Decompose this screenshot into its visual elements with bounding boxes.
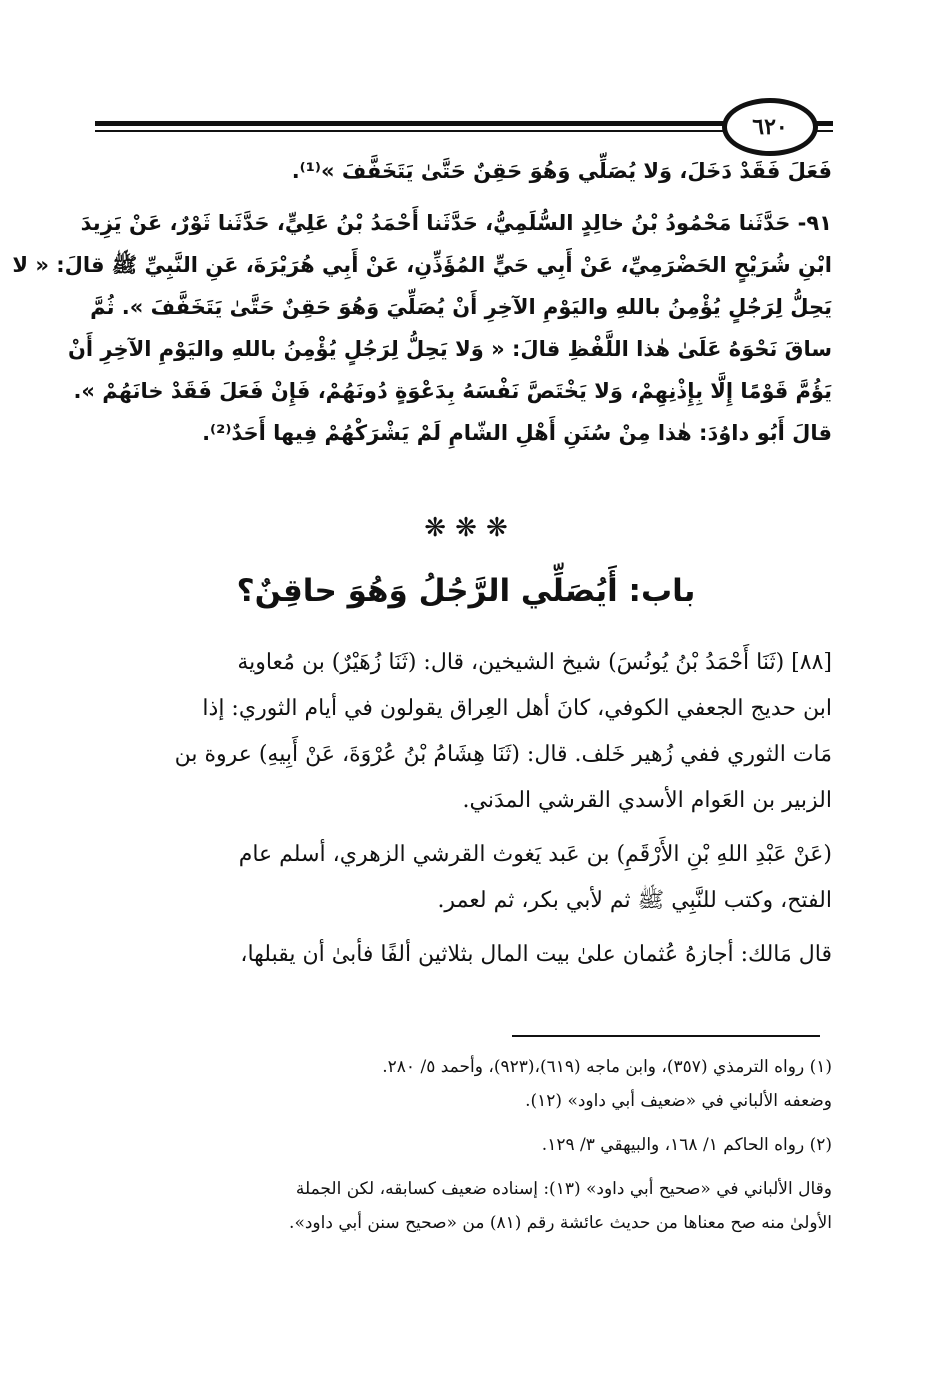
hadith-line: قالَ أَبُو داوُدَ: هٰذا مِنْ سُنَنِ أَهْلِ الشّامِ لَمْ يَشْرَكْهُمْ فِيها أَحَدٌ⁽²⁾.: [202, 421, 832, 445]
footnote-line: وضعفه الألباني في «ضعيف أبي داود» (١٢).: [525, 1091, 832, 1111]
footnote-line: وقال الألباني في «صحيح أبي داود» (١٣): إسناده ضعيف كسابقه، لكن الجملة: [295, 1179, 832, 1199]
hadith-line: يَحِلُّ لِرَجُلٍ يُؤْمِنُ باللهِ واليَوْمِ الآخِرِ أَنْ يُصَلِّيَ وَهُوَ حَقِنٌ حَتَّىٰ يَتَخَفَّفَ ». ثُمَّ: [90, 295, 832, 319]
footnote-gap: [100, 1118, 832, 1128]
footnote-line: (١) رواه الترمذي (٣٥٧)، وابن ماجه (٦١٩)،(٩٢٣)، وأحمد ٥/ ٢٨٠.: [382, 1057, 832, 1077]
commentary-line: الفتح، وكتب للنَّبِي ﷺ ثم لأبي بكر، ثم لعمر.: [437, 888, 832, 913]
hadith-line: فَعَلَ فَقَدْ دَخَلَ، وَلا يُصَلِّي وَهُوَ حَقِنٌ حَتَّىٰ يَتَخَفَّفَ »⁽¹⁾.: [291, 159, 832, 183]
commentary-line: الزبير بن العَوام الأسدي القرشي المدَني.: [462, 788, 832, 813]
footnote-rule: [512, 1035, 820, 1037]
footnote-gap: [100, 1162, 832, 1172]
hadith-line: ساقَ نَحْوَهُ عَلَىٰ هٰذا اللَّفْظِ قالَ: « وَلا يَحِلُّ لِرَجُلٍ يُؤْمِنُ باللهِ واليَوْمِ الآخِرِ أَنْ: [68, 337, 832, 361]
footnote-line: (٢) رواه الحاكم ١/ ١٦٨، والبيهقي ٣/ ١٢٩.: [541, 1135, 832, 1155]
hadith-line: يَؤُمَّ قَوْمًا إِلَّا بِإِذْنِهِمْ، وَلا يَخْتَصَّ نَفْسَهُ بِدَعْوَةٍ دُونَهُمْ، فَإِنْ فَعَلَ فَقَدْ خانَهُمْ ».: [73, 379, 832, 403]
page-number: ٦٢٠: [752, 114, 788, 140]
hadith-text: [12, 150, 832, 454]
page-number-badge: [722, 98, 818, 156]
commentary-text: [100, 640, 832, 978]
paragraph-gap: [100, 924, 832, 932]
hadith-line: ابْنِ شُرَيْحٍ الحَضْرَمِيِّ، عَنْ أَبِي حَيٍّ المُؤَذِّنِ، عَنْ أَبِي هُرَيْرَةَ، عَنِ النَّبِيِّ ﷺ قالَ: « لا: [12, 253, 832, 277]
commentary-line: [٨٨] (ثَنَا أَحْمَدُ بْنُ يُونُسَ) شيخ الشيخين، قال: (ثَنَا زُهَيْرٌ) بن مُعاوية: [237, 650, 832, 675]
commentary-line: (عَنْ عَبْدِ اللهِ بْنِ الأَرْقَمِ) بن عَبد يَغوث القرشي الزهري، أسلم عام: [238, 842, 832, 867]
footnote-line: الأولىٰ منه صح معناها من حديث عائشة رقم (٨١) من «صحيح سنن أبي داود».: [289, 1213, 832, 1233]
commentary-line: قال مَالك: أجازهُ عُثمان علىٰ بيت المال بثلاثين ألفًا فأبىٰ أن يقبلها،: [240, 942, 832, 967]
hadith-line: ٩١- حَدَّثَنا مَحْمُودُ بْنُ خالِدٍ السُّلَمِيُّ، حَدَّثَنا أَحْمَدُ بْنُ عَلِيٍّ، حَدَّثَنا ثَوْرٌ، عَنْ يَزِيدَ: [80, 211, 832, 235]
commentary-line: ابن حديج الجعفي الكوفي، كانَ أهل العِراق يقولون في أيام الثوري: إذا: [202, 696, 832, 721]
commentary-line: مَات الثوري ففي زُهير خَلف. قال: (ثَنَا هِشَامُ بْنُ عُرْوَةَ، عَنْ أَبِيهِ) عروة بن: [174, 742, 832, 767]
paragraph-gap: [100, 824, 832, 832]
section-separator: ❋ ❋ ❋: [424, 513, 508, 543]
chapter-title: باب: أَيُصَلِّي الرَّجُلُ وَهُوَ حاقِنٌ؟: [236, 573, 696, 609]
footnotes: [100, 1050, 832, 1240]
